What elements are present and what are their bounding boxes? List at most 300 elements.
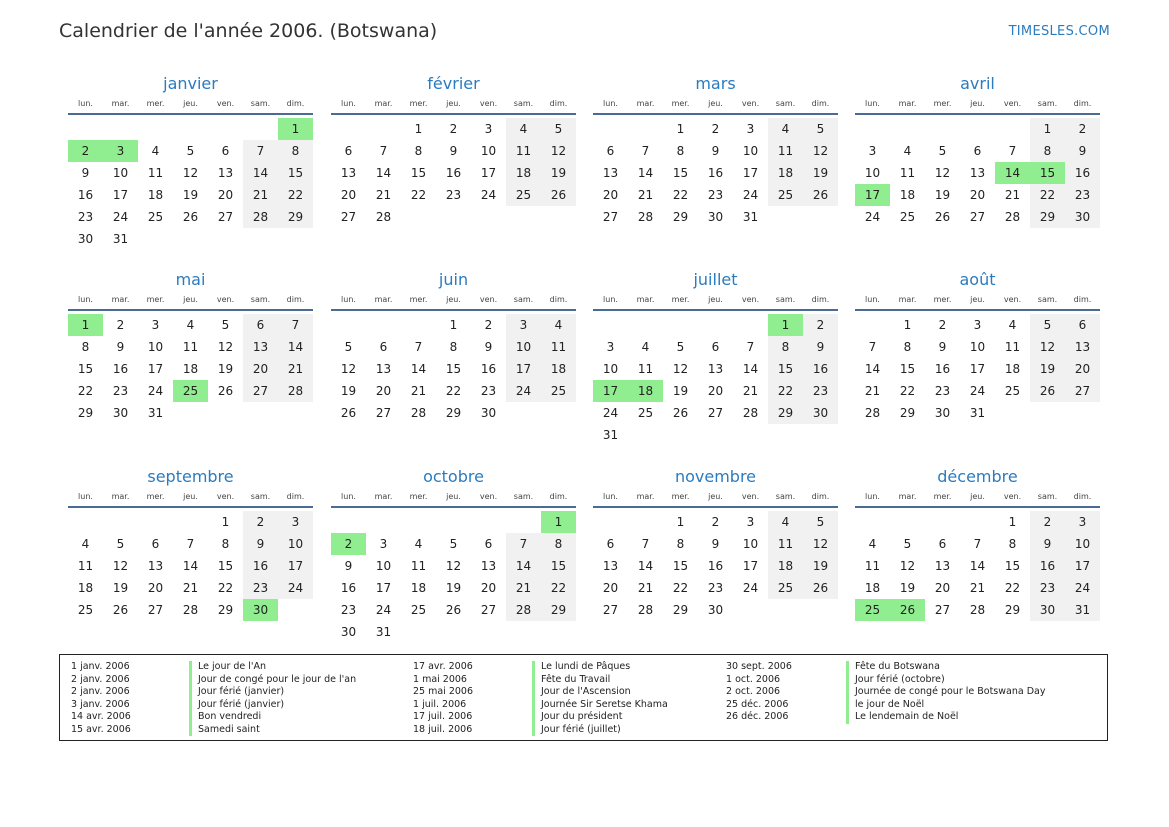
day-cell: 27: [217, 210, 234, 224]
day-cell: 2: [711, 515, 720, 529]
weekday-label: dim.: [549, 99, 568, 108]
day-cell: 18: [1004, 362, 1021, 376]
day-cell: 30: [803, 402, 838, 424]
day-cell: 10: [864, 166, 881, 180]
day-cell: 16: [112, 362, 129, 376]
day-cell: 12: [340, 362, 357, 376]
day-cell: 26: [340, 406, 357, 420]
day-cell: 23: [445, 188, 462, 202]
weekday-label: jeu.: [708, 99, 723, 108]
day-cell: 17: [147, 362, 164, 376]
day-cell: 31: [742, 210, 759, 224]
holiday-date: 1 mai 2006: [413, 673, 467, 685]
day-cell: 27: [707, 406, 724, 420]
day-cell: 20: [602, 581, 619, 595]
weekday-label: sam.: [1037, 295, 1058, 304]
month-name: avril: [960, 74, 995, 93]
day-cell: 31: [147, 406, 164, 420]
holiday-date: 17 avr. 2006: [413, 661, 473, 672]
day-cell: 6: [606, 537, 615, 551]
empty-cell: [855, 314, 890, 336]
day-cell: 23: [1065, 184, 1100, 206]
day-grid: [331, 118, 576, 228]
holiday-name: Fête du Botswana: [846, 661, 1045, 674]
day-cell: 14: [637, 559, 654, 573]
day-cell: 6: [606, 144, 615, 158]
empty-cell: [855, 118, 890, 140]
day-cell: 16: [1065, 162, 1100, 184]
day-cell: 4: [768, 511, 803, 533]
day-cell: 11: [768, 533, 803, 555]
day-cell: 20: [934, 581, 951, 595]
holiday-date: 1 janv. 2006: [71, 661, 130, 672]
holiday-name: Jour férié (octobre): [846, 674, 1045, 687]
month-name: octobre: [423, 467, 484, 486]
weekday-label: sam.: [250, 492, 271, 501]
day-cell: 11: [77, 559, 94, 573]
day-cell: 15: [1004, 559, 1021, 573]
day-cell: 26: [803, 577, 838, 599]
day-cell: 25: [410, 603, 427, 617]
day-cell: 13: [934, 559, 951, 573]
weekday-label: mer.: [409, 295, 428, 304]
empty-cell: [593, 314, 628, 336]
weekday-label: mar.: [111, 99, 130, 108]
day-cell: 2: [803, 314, 838, 336]
weekday-header: [68, 291, 313, 311]
day-cell: 9: [243, 533, 278, 555]
day-cell: 22: [541, 577, 576, 599]
day-cell: 4: [414, 537, 423, 551]
holiday-name: Le lendemain de Noël: [846, 711, 1045, 724]
day-cell: 4: [541, 314, 576, 336]
weekday-label: sam.: [775, 99, 796, 108]
weekday-label: dim.: [811, 295, 830, 304]
day-cell: 21: [1004, 188, 1021, 202]
day-cell: 22: [899, 384, 916, 398]
day-cell: 4: [151, 144, 160, 158]
weekday-label: ven.: [479, 295, 498, 304]
day-cell: 5: [1030, 314, 1065, 336]
day-cell: 22: [217, 581, 234, 595]
day-cell: 20: [217, 188, 234, 202]
day-cell: 15: [672, 559, 689, 573]
weekday-label: jeu.: [708, 295, 723, 304]
empty-cell: [436, 511, 471, 533]
day-cell: 21: [969, 581, 986, 595]
day-cell: 22: [445, 384, 462, 398]
weekday-label: lun.: [341, 492, 356, 501]
weekday-label: ven.: [216, 492, 235, 501]
empty-cell: [663, 314, 698, 336]
day-cell: 1: [449, 318, 458, 332]
holiday-name: Le jour de l'An: [189, 661, 356, 674]
day-cell: 27: [602, 603, 619, 617]
day-cell: 18: [77, 581, 94, 595]
weekday-label: mer.: [671, 99, 690, 108]
day-cell: 3: [606, 340, 615, 354]
day-cell: 2: [938, 318, 947, 332]
month-4: [68, 269, 313, 424]
day-cell: 23: [112, 384, 129, 398]
day-cell: 11: [541, 336, 576, 358]
day-cell: 12: [541, 140, 576, 162]
holiday-day-cell: 25: [173, 380, 208, 402]
day-cell: 30: [480, 406, 497, 420]
day-cell: 13: [480, 559, 497, 573]
day-cell: 12: [803, 533, 838, 555]
day-cell: 14: [864, 362, 881, 376]
day-cell: 11: [637, 362, 654, 376]
day-cell: 30: [1065, 206, 1100, 228]
weekday-label: lun.: [865, 99, 880, 108]
weekday-label: jeu.: [183, 99, 198, 108]
weekday-label: mar.: [898, 99, 917, 108]
day-cell: 8: [1030, 140, 1065, 162]
day-cell: 7: [1008, 144, 1017, 158]
day-cell: 22: [1004, 581, 1021, 595]
day-cell: 2: [116, 318, 125, 332]
day-cell: 28: [506, 599, 541, 621]
day-cell: 12: [899, 559, 916, 573]
weekday-label: mar.: [898, 295, 917, 304]
weekday-label: mer.: [933, 295, 952, 304]
day-cell: 14: [742, 362, 759, 376]
day-grid: [855, 118, 1100, 228]
day-cell: 12: [217, 340, 234, 354]
day-cell: 14: [182, 559, 199, 573]
day-cell: 9: [711, 537, 720, 551]
day-cell: 27: [602, 210, 619, 224]
day-cell: 14: [410, 362, 427, 376]
empty-cell: [366, 314, 401, 336]
day-cell: 8: [449, 340, 458, 354]
day-cell: 25: [1004, 384, 1021, 398]
weekday-label: lun.: [78, 492, 93, 501]
day-cell: 24: [864, 210, 881, 224]
day-cell: 19: [112, 581, 129, 595]
day-cell: 2: [1030, 511, 1065, 533]
empty-cell: [208, 118, 243, 140]
weekday-label: sam.: [513, 99, 534, 108]
holiday-date: 1 juil. 2006: [413, 698, 467, 710]
day-cell: 24: [602, 406, 619, 420]
day-cell: 28: [278, 380, 313, 402]
day-cell: 6: [243, 314, 278, 336]
holiday-date: 17 juil. 2006: [413, 711, 473, 722]
day-cell: 4: [641, 340, 650, 354]
day-cell: 8: [541, 533, 576, 555]
day-cell: 11: [410, 559, 427, 573]
day-cell: 5: [803, 511, 838, 533]
day-cell: 16: [934, 362, 951, 376]
day-cell: 28: [1004, 210, 1021, 224]
day-cell: 9: [116, 340, 125, 354]
day-cell: 9: [81, 166, 90, 180]
empty-cell: [366, 511, 401, 533]
day-cell: 15: [410, 166, 427, 180]
holiday-date: 30 sept. 2006: [726, 661, 792, 672]
day-cell: 21: [506, 577, 541, 599]
day-cell: 10: [147, 340, 164, 354]
day-cell: 3: [746, 122, 755, 136]
month-8: [68, 466, 313, 621]
weekday-label: sam.: [1037, 492, 1058, 501]
day-cell: 9: [484, 340, 493, 354]
holiday-dates-col-2: [413, 661, 473, 736]
empty-cell: [628, 511, 663, 533]
day-cell: 24: [112, 210, 129, 224]
day-cell: 12: [1030, 336, 1065, 358]
day-cell: 13: [217, 166, 234, 180]
day-cell: 31: [602, 428, 619, 442]
holiday-day-cell: 30: [243, 599, 278, 621]
day-cell: 23: [243, 577, 278, 599]
day-cell: 15: [278, 162, 313, 184]
month-name: août: [959, 270, 996, 289]
weekday-header: [593, 488, 838, 508]
day-cell: 17: [742, 166, 759, 180]
day-cell: 29: [445, 406, 462, 420]
day-cell: 31: [969, 406, 986, 420]
weekday-label: mer.: [409, 99, 428, 108]
day-cell: 24: [147, 384, 164, 398]
day-cell: 3: [746, 515, 755, 529]
month-name: mai: [175, 270, 206, 289]
day-cell: 13: [707, 362, 724, 376]
holiday-day-cell: 18: [628, 380, 663, 402]
day-cell: 9: [1030, 533, 1065, 555]
day-cell: 25: [506, 184, 541, 206]
holiday-name: Fête du Travail: [532, 674, 668, 687]
day-cell: 18: [506, 162, 541, 184]
day-cell: 13: [340, 166, 357, 180]
day-cell: 10: [602, 362, 619, 376]
month-name: décembre: [937, 467, 1018, 486]
empty-cell: [138, 511, 173, 533]
day-cell: 24: [742, 581, 759, 595]
day-cell: 9: [938, 340, 947, 354]
day-cell: 11: [864, 559, 881, 573]
weekday-label: lun.: [865, 295, 880, 304]
day-cell: 19: [1030, 358, 1065, 380]
day-cell: 29: [1004, 603, 1021, 617]
day-cell: 16: [707, 166, 724, 180]
day-grid: [68, 118, 313, 250]
day-cell: 22: [672, 188, 689, 202]
holiday-day-cell: 25: [855, 599, 890, 621]
weekday-label: mar.: [636, 99, 655, 108]
empty-cell: [331, 511, 366, 533]
holiday-name: Jour férié (juillet): [532, 724, 668, 737]
day-cell: 25: [147, 210, 164, 224]
day-cell: 21: [410, 384, 427, 398]
weekday-label: ven.: [741, 492, 760, 501]
brand-link[interactable]: TIMESLES.COM: [1008, 24, 1110, 39]
day-cell: 3: [379, 537, 388, 551]
day-cell: 28: [410, 406, 427, 420]
month-7: [855, 269, 1100, 424]
day-cell: 20: [1065, 358, 1100, 380]
day-cell: 11: [1004, 340, 1021, 354]
day-cell: 30: [77, 232, 94, 246]
day-cell: 8: [1008, 537, 1017, 551]
weekday-header: [593, 291, 838, 311]
holiday-name: Jour du président: [532, 711, 668, 724]
month-1: [331, 73, 576, 228]
weekday-header: [855, 291, 1100, 311]
holiday-date: 2 oct. 2006: [726, 686, 781, 697]
day-cell: 19: [340, 384, 357, 398]
day-cell: 21: [637, 188, 654, 202]
day-cell: 23: [803, 380, 838, 402]
day-cell: 21: [375, 188, 392, 202]
weekday-label: sam.: [250, 99, 271, 108]
empty-cell: [890, 118, 925, 140]
empty-cell: [331, 314, 366, 336]
weekday-label: mar.: [374, 295, 393, 304]
day-cell: 14: [969, 559, 986, 573]
holiday-day-cell: 1: [768, 314, 803, 336]
weekday-label: lun.: [78, 99, 93, 108]
weekday-label: lun.: [603, 492, 618, 501]
day-cell: 25: [637, 406, 654, 420]
day-cell: 4: [903, 144, 912, 158]
month-0: [68, 73, 313, 250]
day-cell: 2: [711, 122, 720, 136]
holiday-day-cell: 26: [890, 599, 925, 621]
day-cell: 11: [147, 166, 164, 180]
month-name: mars: [695, 74, 736, 93]
day-cell: 16: [77, 188, 94, 202]
weekday-header: [331, 488, 576, 508]
weekday-label: jeu.: [183, 492, 198, 501]
holiday-name: Jour de l'Ascension: [532, 686, 668, 699]
day-grid: [331, 511, 576, 643]
holiday-day-cell: 17: [855, 184, 890, 206]
day-cell: 2: [243, 511, 278, 533]
day-cell: 17: [112, 188, 129, 202]
empty-cell: [855, 511, 890, 533]
holiday-day-cell: 15: [1030, 162, 1065, 184]
day-cell: 28: [742, 406, 759, 420]
day-cell: 9: [711, 144, 720, 158]
day-cell: 24: [480, 188, 497, 202]
month-name: novembre: [674, 467, 757, 486]
day-cell: 23: [480, 384, 497, 398]
day-cell: 8: [676, 537, 685, 551]
day-cell: 29: [541, 599, 576, 621]
holiday-day-cell: 17: [593, 380, 628, 402]
day-cell: 1: [1008, 515, 1017, 529]
day-cell: 12: [112, 559, 129, 573]
day-cell: 13: [1065, 336, 1100, 358]
empty-cell: [925, 511, 960, 533]
weekday-label: ven.: [216, 295, 235, 304]
empty-cell: [401, 314, 436, 336]
day-cell: 18: [768, 162, 803, 184]
month-name: janvier: [163, 74, 218, 93]
weekday-label: mer.: [146, 295, 165, 304]
day-cell: 28: [969, 603, 986, 617]
day-cell: 19: [899, 581, 916, 595]
day-cell: 18: [147, 188, 164, 202]
day-cell: 7: [243, 140, 278, 162]
weekday-label: mer.: [409, 492, 428, 501]
day-cell: 16: [707, 559, 724, 573]
weekday-header: [593, 95, 838, 115]
day-cell: 15: [77, 362, 94, 376]
month-3: [855, 73, 1100, 228]
weekday-label: dim.: [286, 492, 305, 501]
day-cell: 29: [672, 603, 689, 617]
day-cell: 24: [375, 603, 392, 617]
day-cell: 27: [243, 380, 278, 402]
day-cell: 28: [637, 210, 654, 224]
day-cell: 5: [186, 144, 195, 158]
empty-cell: [995, 118, 1030, 140]
day-cell: 26: [217, 384, 234, 398]
holiday-date: 25 déc. 2006: [726, 698, 789, 710]
day-grid: [855, 511, 1100, 621]
day-cell: 24: [278, 577, 313, 599]
day-grid: [68, 314, 313, 424]
holiday-day-cell: 14: [995, 162, 1030, 184]
day-cell: 27: [969, 210, 986, 224]
day-cell: 3: [506, 314, 541, 336]
day-cell: 6: [711, 340, 720, 354]
day-cell: 26: [1030, 380, 1065, 402]
empty-cell: [593, 118, 628, 140]
day-cell: 16: [480, 362, 497, 376]
weekday-label: mar.: [111, 492, 130, 501]
weekday-label: ven.: [1003, 99, 1022, 108]
day-cell: 26: [541, 184, 576, 206]
day-cell: 17: [506, 358, 541, 380]
day-cell: 30: [1030, 599, 1065, 621]
day-cell: 26: [803, 184, 838, 206]
holiday-names-col-2: [532, 661, 668, 736]
day-cell: 7: [746, 340, 755, 354]
weekday-label: sam.: [513, 295, 534, 304]
day-cell: 13: [602, 559, 619, 573]
day-cell: 18: [410, 581, 427, 595]
day-cell: 8: [676, 144, 685, 158]
day-cell: 23: [1030, 577, 1065, 599]
day-grid: [593, 314, 838, 446]
weekday-label: dim.: [1073, 492, 1092, 501]
day-cell: 17: [742, 559, 759, 573]
day-cell: 6: [221, 144, 230, 158]
holiday-name: Le lundi de Pâques: [532, 661, 668, 674]
day-cell: 15: [541, 555, 576, 577]
day-cell: 10: [112, 166, 129, 180]
day-cell: 5: [903, 537, 912, 551]
day-cell: 1: [414, 122, 423, 136]
day-cell: 17: [278, 555, 313, 577]
weekday-label: sam.: [775, 492, 796, 501]
holiday-date: 15 avr. 2006: [71, 723, 131, 735]
day-cell: 24: [1065, 577, 1100, 599]
holiday-day-cell: 3: [103, 140, 138, 162]
day-cell: 29: [77, 406, 94, 420]
empty-cell: [890, 511, 925, 533]
day-cell: 12: [934, 166, 951, 180]
weekday-header: [331, 291, 576, 311]
day-cell: 5: [676, 340, 685, 354]
day-cell: 8: [768, 336, 803, 358]
day-cell: 7: [379, 144, 388, 158]
